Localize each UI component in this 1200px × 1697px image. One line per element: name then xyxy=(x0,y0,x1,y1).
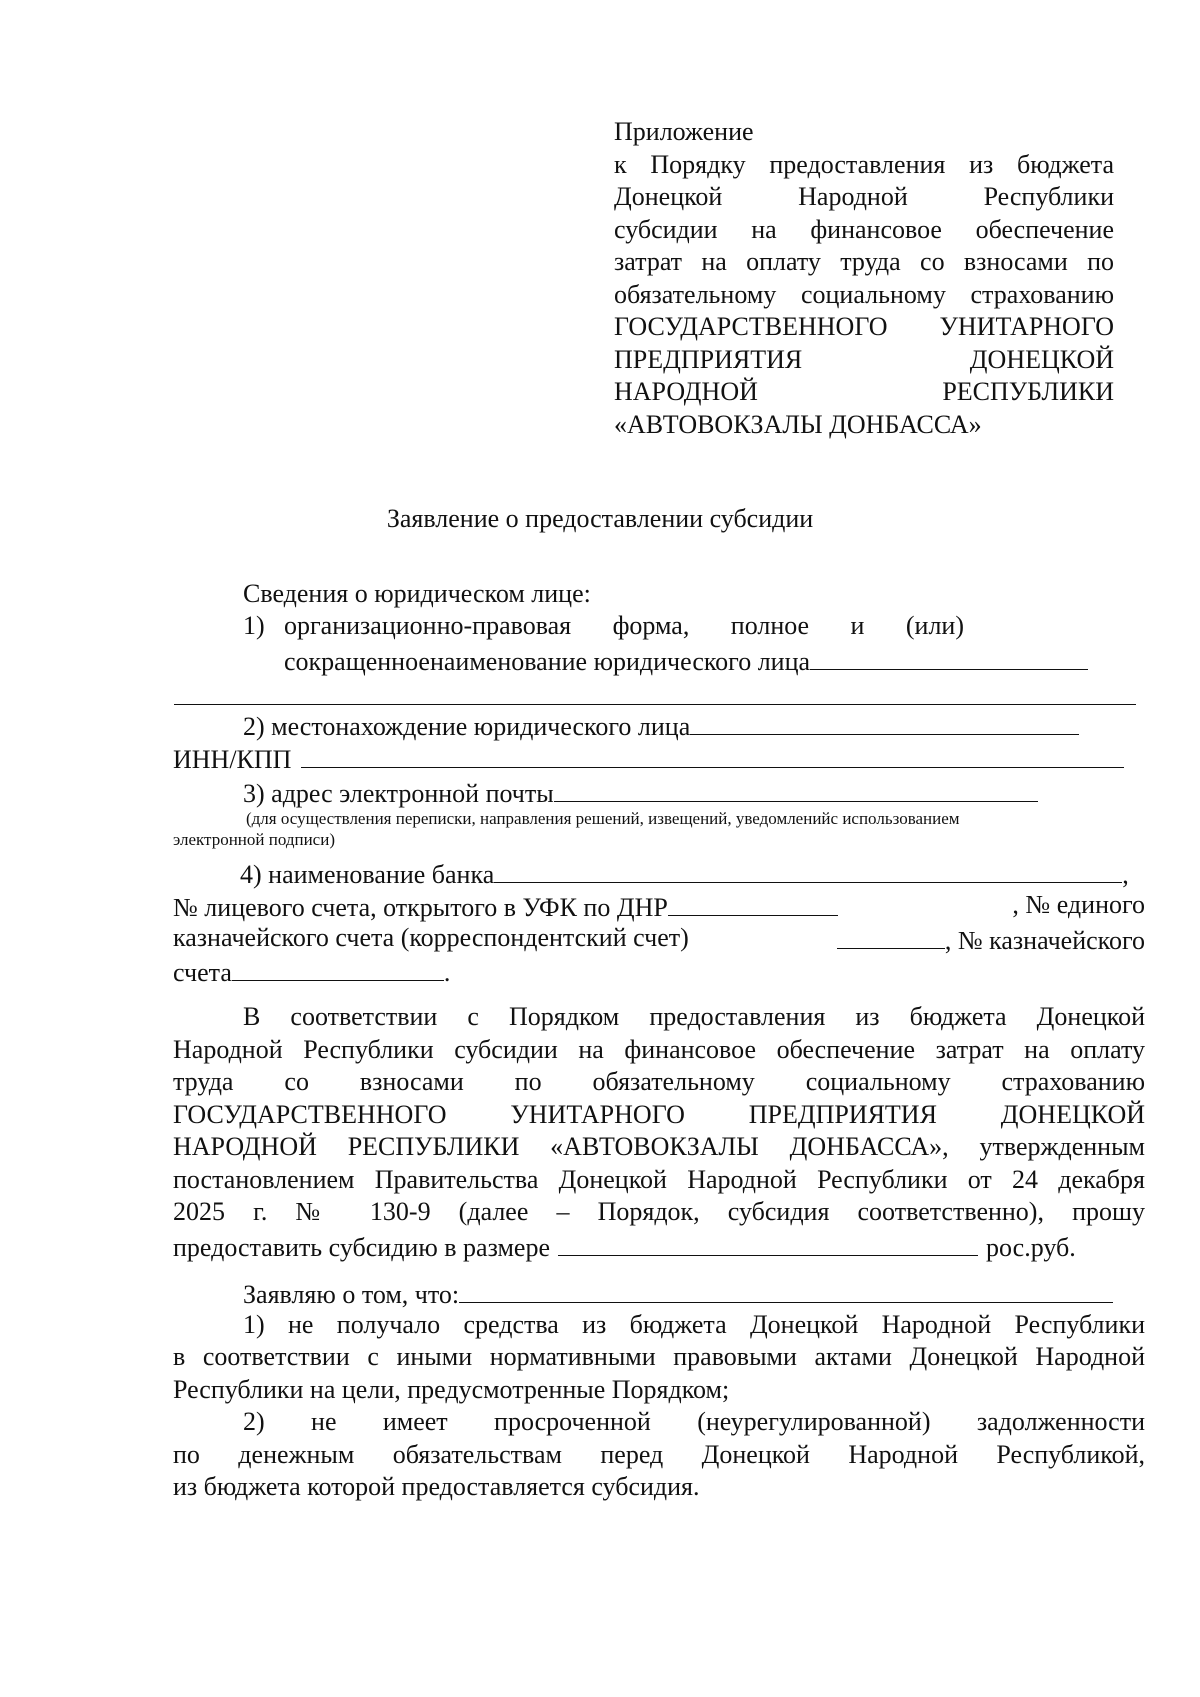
item4-text: 4) наименование банка xyxy=(240,860,495,889)
subsidy-amount-blank[interactable] xyxy=(558,1229,978,1256)
item3-line xyxy=(243,775,1038,811)
request-line: ГОСУДАРСТВЕННОГО УНИТАРНОГО ПРЕДПРИЯТИЯ ДОНЕЦКОЙ xyxy=(173,1100,1145,1129)
request-amount-line xyxy=(173,1229,1076,1265)
inn-kpp-label: ИНН/КПП xyxy=(173,745,292,774)
appendix-line: ПРЕДПРИЯТИЯ ДОНЕЦКОЙ xyxy=(614,344,1114,374)
appendix-line: субсидии на финансовое обеспечение xyxy=(614,214,1114,244)
legal-entity-heading: Сведения о юридическом лице: xyxy=(243,579,591,608)
declaration-heading-line xyxy=(243,1276,1113,1312)
document-title: Заявление о предоставлении субсидии xyxy=(386,504,814,533)
single-account-label: , № единого xyxy=(1012,890,1145,919)
account-line2 xyxy=(173,922,1145,958)
entity-name-continuation-blank[interactable] xyxy=(174,704,1136,705)
declaration-item1-line: 1) не получало средства из бюджета Донецкой Народной Республики xyxy=(243,1310,1145,1339)
request-line: труда со взносами по обязательному социальному страхованию xyxy=(173,1067,1145,1096)
item1-line2-text: сокращенноенаименование юридического лица xyxy=(284,647,811,676)
declaration-item1-last: Республики на цели, предусмотренные Порядком; xyxy=(173,1375,730,1404)
appendix-line: к Порядку предоставления из бюджета xyxy=(614,149,1114,179)
entity-name-blank[interactable] xyxy=(810,643,1088,670)
declaration-heading: Заявляю о том, что: xyxy=(243,1280,460,1309)
account-line3-text: счета xyxy=(173,958,232,987)
appendix-line: НАРОДНОЙ РЕСПУБЛИКИ xyxy=(614,377,1114,406)
email-blank[interactable] xyxy=(554,775,1038,802)
account-line1-text xyxy=(173,889,838,925)
request-line: 2025 г. № 130-9 (далее – Порядок, субсидия соответственно), прошу xyxy=(173,1197,1145,1226)
personal-account-blank[interactable] xyxy=(668,889,838,916)
item1-line2 xyxy=(284,643,1088,679)
item2-line xyxy=(243,708,1079,744)
treasury-account-blank[interactable] xyxy=(232,954,444,981)
appendix-line: затрат на оплату труда со взносами по xyxy=(614,247,1114,276)
currency-label: рос.руб. xyxy=(986,1233,1076,1262)
inn-kpp-line xyxy=(173,741,1124,777)
account-line3-dot: . xyxy=(443,958,451,987)
item1-line1: организационно-правовая форма, полное и (или) xyxy=(284,611,964,640)
request-line: НАРОДНОЙ РЕСПУБЛИКИ «АВТОВОКЗАЛЫ ДОНБАССА», утвержденным xyxy=(173,1132,1145,1161)
request-line: В соответствии с Порядком предоставления из бюджета Донецкой xyxy=(243,1002,1145,1031)
request-line: Народной Республики субсидии на финансовое обеспечение затрат на оплату xyxy=(173,1035,1145,1064)
account-line3 xyxy=(173,954,450,990)
item3-text: 3) адрес электронной почты xyxy=(243,779,554,808)
inn-kpp-blank[interactable] xyxy=(301,741,1124,768)
personal-account-label: № лицевого счета, открытого в УФК по ДНР xyxy=(173,893,668,922)
item1-number: 1) xyxy=(243,611,265,640)
correspondent-account-label: казначейского счета (корреспондентский счет) xyxy=(173,923,689,952)
email-note-line2: электронной подписи) xyxy=(173,830,335,849)
appendix-line: обязательному социальному страхованию xyxy=(614,279,1114,309)
account-line2-mid xyxy=(837,922,1145,958)
appendix-block xyxy=(614,116,1114,441)
declaration-item2-line: по денежным обязательствам перед Донецкой Народной Республикой, xyxy=(173,1440,1145,1469)
appendix-line: «АВТОВОКЗАЛЫ ДОНБАССА» xyxy=(614,409,982,439)
declaration-item1-line: в соответствии с иными нормативными правовыми актами Донецкой Народной xyxy=(173,1342,1145,1371)
item2-text: 2) местонахождение юридического лица xyxy=(243,712,691,741)
treasury-account-label: , № казначейского xyxy=(944,926,1145,955)
item4-comma: , xyxy=(1122,860,1129,889)
item4-line xyxy=(240,856,1129,892)
request-amount-text: предоставить субсидию в размере xyxy=(173,1233,551,1262)
account-line1 xyxy=(173,889,1145,925)
appendix-line: Донецкой Народной Республики xyxy=(614,182,1114,211)
email-note-line1: (для осуществления переписки, направления решений, извещений, уведомленийс использованием xyxy=(246,809,960,828)
declaration-item2-last: из бюджета которой предоставляется субсидия. xyxy=(173,1472,700,1501)
appendix-line: ГОСУДАРСТВЕННОГО УНИТАРНОГО xyxy=(614,312,1114,341)
appendix-heading: Приложение xyxy=(614,117,754,146)
bank-name-blank[interactable] xyxy=(494,856,1122,883)
location-blank[interactable] xyxy=(690,708,1079,735)
declaration-item2-line: 2) не имеет просроченной (неурегулированной) задолженности xyxy=(243,1407,1145,1436)
request-line: постановлением Правительства Донецкой Народной Республики от 24 декабря xyxy=(173,1165,1145,1194)
declaration-blank[interactable] xyxy=(459,1276,1113,1303)
correspondent-account-blank[interactable] xyxy=(837,922,945,949)
